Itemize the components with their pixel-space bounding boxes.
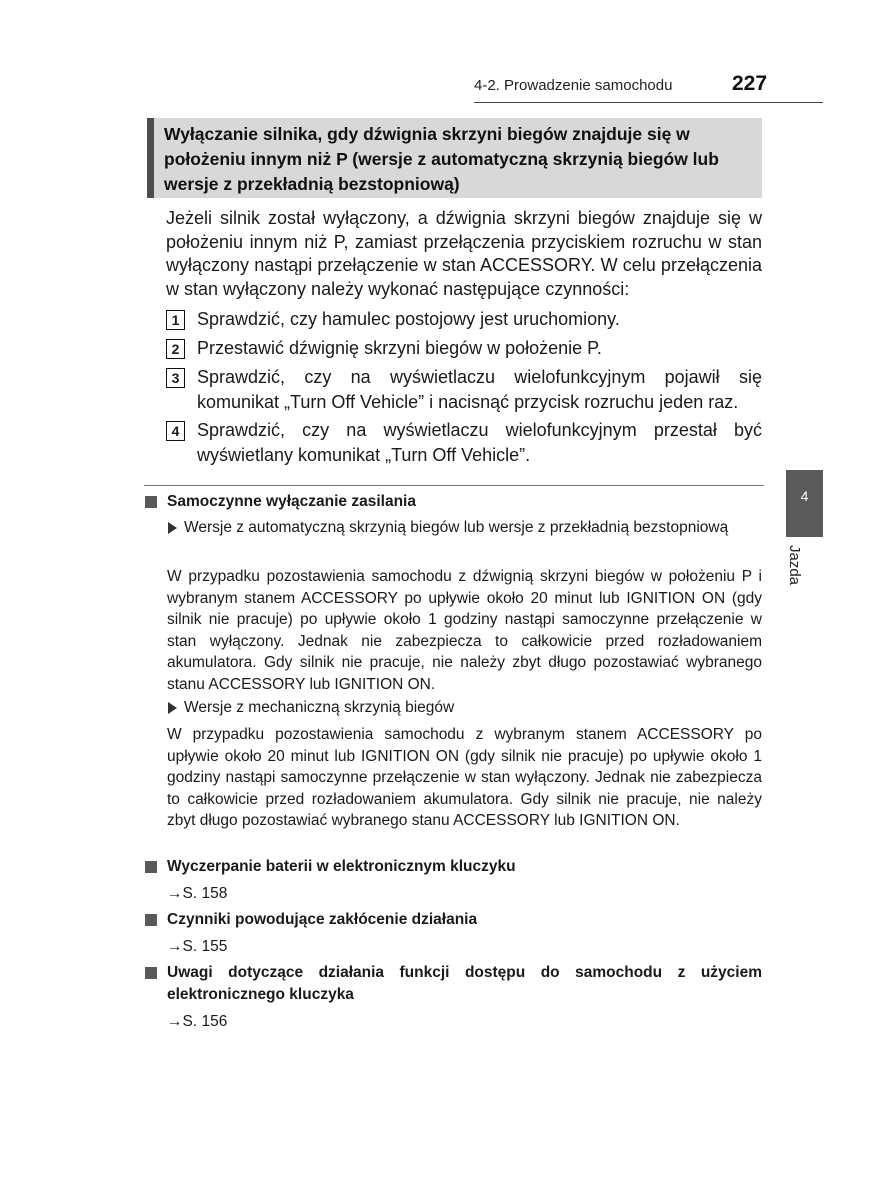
subheading-automatic: Wersje z automatyczną skrzynią biegów lub wersje z przekładnią bezstopniową bbox=[184, 519, 729, 536]
page-number: 227 bbox=[732, 72, 768, 95]
header-rule bbox=[474, 102, 823, 103]
step-number: 3 bbox=[166, 368, 185, 388]
step-number: 1 bbox=[166, 310, 185, 330]
triangle-bullet-icon bbox=[168, 522, 177, 534]
page-reference-link[interactable]: →S. 155 bbox=[167, 938, 228, 955]
section-divider bbox=[144, 485, 764, 486]
step-text: Przestawić dźwignię skrzyni biegów w położenie P. bbox=[197, 338, 602, 358]
chapter-number: 4 bbox=[800, 488, 809, 504]
note-heading-auto-power-off: Samoczynne wyłączanie zasilania bbox=[167, 493, 416, 510]
triangle-bullet-icon bbox=[168, 702, 177, 714]
note-heading-interference: Czynniki powodujące zakłócenie działania bbox=[167, 911, 478, 928]
note-heading-battery: Wyczerpanie baterii w elektronicznym kluczyku bbox=[167, 858, 516, 875]
box-title: Wyłączanie silnika, gdy dźwignia skrzyni biegów znajduje się w położeniu innym niż P (wersje z automatyczną skrzynią biegów lub wersje z przekładnią bezstopniową) bbox=[164, 124, 719, 194]
intro-paragraph: Jeżeli silnik został wyłączony, a dźwignia skrzyni biegów znajduje się w położeniu innym niż P, zamiast przełączenia przyciskiem rozruchu w stan wyłączony nastąpi przełączenie w stan ACCESSORY. W celu przełączenia w stan wyłączony należy wykonać następujące czynności: bbox=[166, 208, 762, 299]
note-text-automatic: W przypadku pozostawienia samochodu z dźwignią skrzyni biegów w położeniu P i wybranym stanem ACCESSORY po upływie około 20 minut lub IGNITION ON (gdy silnik nie pracuje) po upływie około 1 godziny nastąpi samoczynne przełączenie w stan wyłączony. Jednak nie zabezpiecza to całkowicie przed rozładowaniem akumulatora. Gdy silnik nie pracuje, nie należy zbyt długo pozostawiać wybranego stanu ACCESSORY lub IGNITION ON. bbox=[167, 568, 762, 693]
step-number: 4 bbox=[166, 421, 185, 441]
step-number: 2 bbox=[166, 339, 185, 359]
step-text: Sprawdzić, czy na wyświetlaczu wielofunkcyjnym przestał być wyświetlany komunikat „Turn Off Vehicle”. bbox=[197, 420, 762, 465]
chapter-label: Jazda bbox=[786, 545, 803, 586]
step-text: Sprawdzić, czy hamulec postojowy jest uruchomiony. bbox=[197, 309, 620, 329]
title-box-accent bbox=[147, 118, 154, 198]
square-bullet-icon bbox=[145, 496, 157, 508]
square-bullet-icon bbox=[145, 861, 157, 873]
section-title: 4-2. Prowadzenie samochodu bbox=[474, 77, 673, 94]
note-heading-precautions: Uwagi dotyczące działania funkcji dostępu do samochodu z użyciem elektronicznego kluczyka bbox=[167, 964, 762, 1003]
page-reference-link[interactable]: →S. 156 bbox=[167, 1013, 228, 1030]
step-text: Sprawdzić, czy na wyświetlaczu wielofunkcyjnym pojawił się komunikat „Turn Off Vehicle” i nacisnąć przycisk rozruchu jeden raz. bbox=[197, 367, 762, 412]
square-bullet-icon bbox=[145, 967, 157, 979]
subheading-manual: Wersje z mechaniczną skrzynią biegów bbox=[184, 699, 455, 716]
square-bullet-icon bbox=[145, 914, 157, 926]
note-text-manual: W przypadku pozostawienia samochodu z wybranym stanem ACCESSORY po upływie około 20 minut lub IGNITION ON (gdy silnik nie pracuje) po upływie około 1 godziny nastąpi samoczynne przełączenie w stan wyłączony. Jednak nie zabezpiecza to całkowicie przed rozładowaniem akumulatora. Gdy silnik nie pracuje, nie należy zbyt długo pozostawiać wybranego stanu ACCESSORY lub IGNITION ON. bbox=[167, 726, 762, 829]
page-reference-link[interactable]: →S. 158 bbox=[167, 885, 228, 902]
